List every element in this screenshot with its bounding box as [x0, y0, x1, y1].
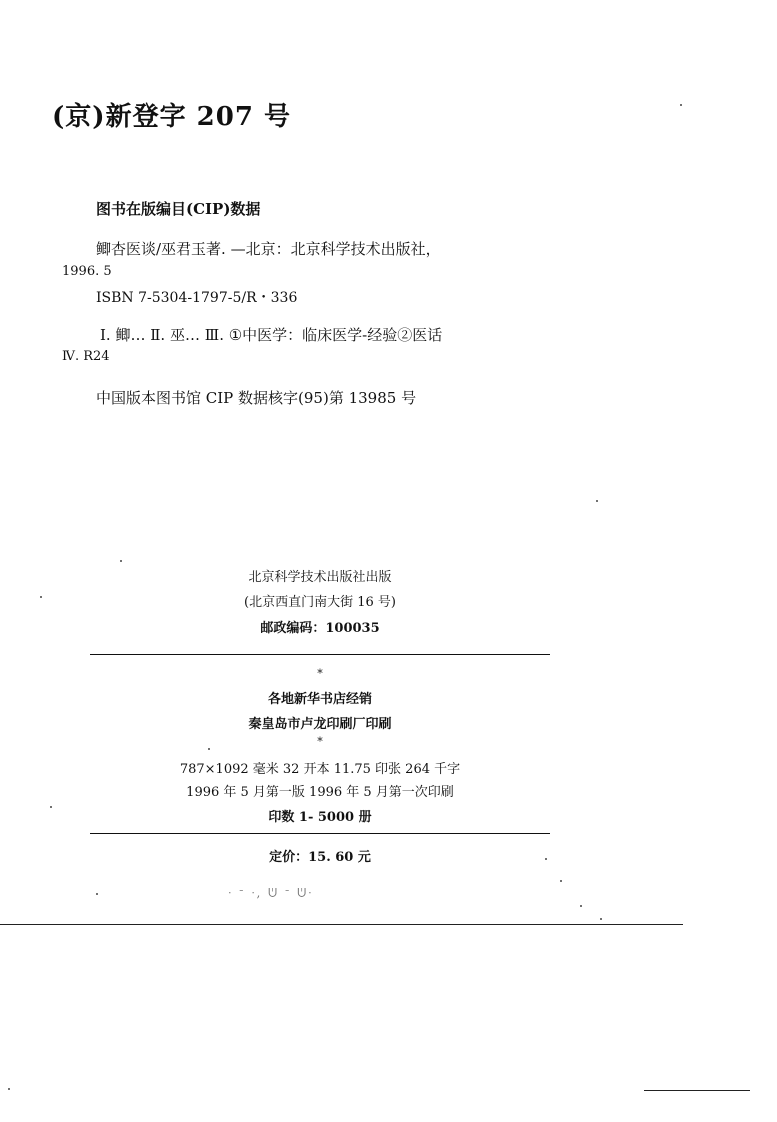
imprint-top-rule	[90, 654, 550, 655]
faint-scan-marks: ᐧ ᐨ ᐧ, ᕫ ᐨ ᕫᐧ	[228, 886, 314, 900]
scan-speck	[596, 500, 598, 502]
printer-line: 秦皇岛市卢龙印刷厂印刷	[248, 717, 392, 732]
cip-biblio-line-2: 1996. 5	[62, 264, 112, 279]
scan-speck	[40, 596, 42, 598]
book-specs: 787×1092 毫米 32 开本 11.75 印张 264 千字	[179, 762, 461, 777]
scan-speck	[208, 748, 210, 750]
scan-speck	[545, 858, 547, 860]
scan-speck	[560, 880, 562, 882]
cip-approval-number: 中国版本图书馆 CIP 数据核字(95)第 13985 号	[96, 389, 417, 407]
imprint-middle-rule	[90, 833, 550, 834]
scan-speck	[680, 104, 682, 106]
scan-speck	[8, 1088, 10, 1090]
scan-speck	[120, 560, 122, 562]
separator-star-1: *	[317, 667, 323, 680]
cip-isbn: ISBN 7-5304-1797-5/R・336	[96, 290, 298, 306]
cip-heading: 图书在版编目(CIP)数据	[96, 200, 261, 218]
scan-speck	[580, 905, 582, 907]
edition-info: 1996 年 5 月第一版 1996 年 5 月第一次印刷	[186, 785, 454, 800]
cip-biblio-line-1: 鲫杏医谈/巫君玉著. —北京：北京科学技术出版社，	[96, 240, 441, 258]
publisher-address: (北京西直门南大街 16 号)	[244, 595, 396, 610]
separator-star-2: *	[317, 735, 323, 748]
publisher-line: 北京科学技术出版社出版	[248, 570, 392, 585]
corner-rule-mark	[644, 1090, 750, 1091]
postcode: 邮政编码：100035	[260, 621, 380, 636]
page-bottom-rule	[0, 924, 683, 925]
print-run: 印数 1- 5000 册	[268, 810, 372, 825]
cip-classification-line-2: Ⅳ. R24	[62, 349, 110, 364]
scan-speck	[50, 806, 52, 808]
cip-classification-line-1: Ⅰ. 鲫… Ⅱ. 巫… Ⅲ. ①中医学：临床医学-经验②医话	[100, 326, 443, 344]
registration-number: (京)新登字 207 号	[52, 102, 291, 132]
distributor-line: 各地新华书店经销	[267, 692, 372, 707]
scan-speck	[96, 893, 98, 895]
scan-speck	[600, 918, 602, 920]
price: 定价：15. 60 元	[269, 850, 371, 865]
